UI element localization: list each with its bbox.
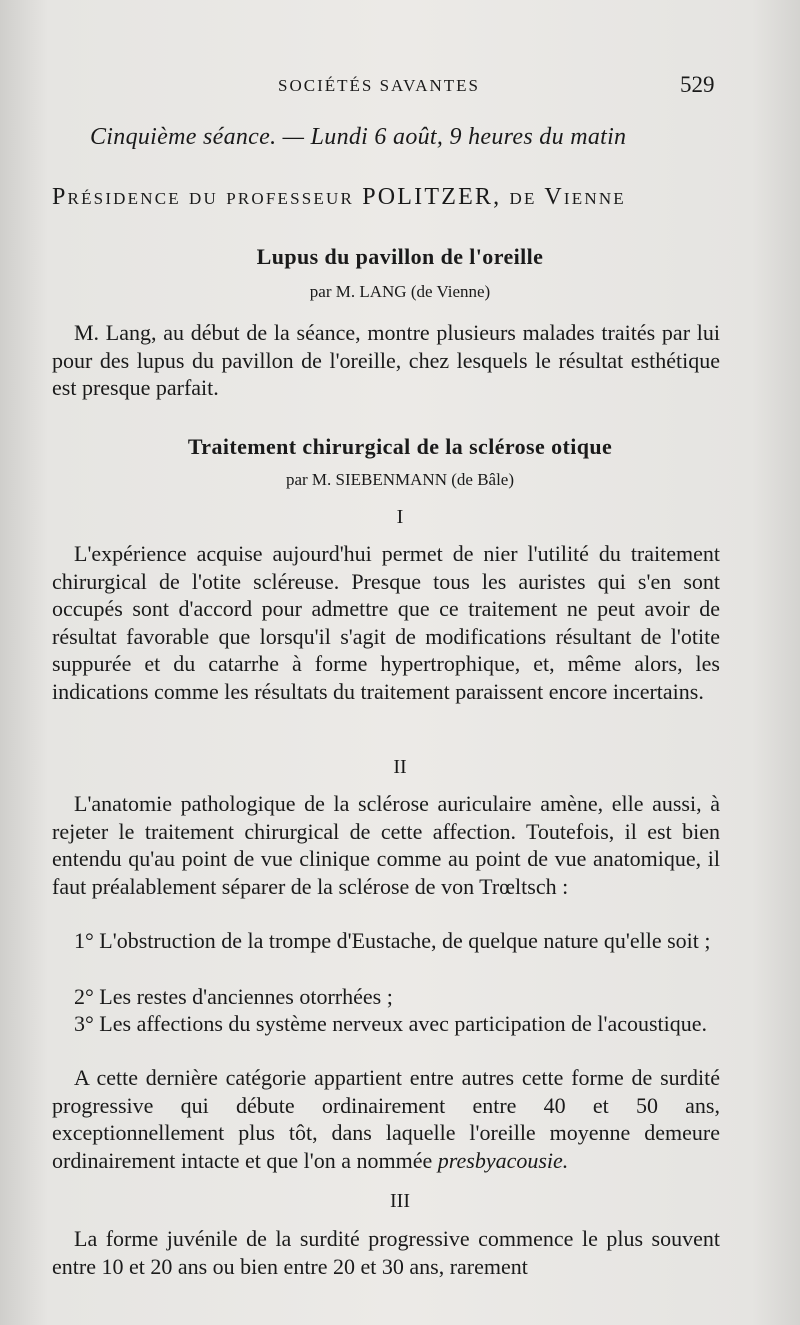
page-number: 529 — [680, 72, 715, 97]
article-title-sclerose: Traitement chirurgical de la sclérose otique — [187, 434, 613, 459]
article-author-siebenmann: par M. SIEBENMANN (de Bâle) — [285, 470, 515, 489]
article-author-lang: par M. LANG (de Vienne) — [309, 282, 491, 301]
list-item-3: 3° Les affections du système nerveux avec participation de l'acoustique. — [74, 1011, 708, 1036]
paragraph-lupus: M. Lang, au début de la séance, montre plusieurs malades traités par lui pour des lupus du pavillon de l'oreille, chez lesquels le résultat esthétique est presque parfait. — [52, 320, 720, 400]
page-header — [0, 68, 800, 104]
paragraph-categorie-text: A cette dernière catégorie appartient entre autres cette forme de surdité progressive qui débute ordinairement entre 40 et 50 ans, exceptionnellement plus tôt, dans laquelle l'oreille moyenne demeure ordinairement intacte et que l'on a nommée — [52, 1065, 720, 1173]
paragraph-experience: L'expérience acquise aujourd'hui permet de nier l'utilité du traitement chirurgical de l'otite scléreuse. Presque tous les auristes qui s'en sont occupés sont d'accord pour admettre que ce traitement ne peut avoir de résultat favorable que lorsqu'il s'agit de modifications résultant de l'otite suppurée et du catarrhe à forme hypertrophique, et, même alors, les indications comme les résultats du traitement paraissent encore incertains. — [52, 541, 720, 704]
paragraph-categorie — [52, 1064, 720, 1174]
session-heading: Cinquième séance. — Lundi 6 août, 9 heures du matin — [90, 124, 627, 150]
list-item-2: 2° Les restes d'anciennes otorrhées ; — [74, 984, 393, 1009]
presidency-heading: Présidence du professeur POLITZER, de Vienne — [52, 184, 626, 210]
list-item-1: 1° L'obstruction de la trompe d'Eustache, de quelque nature qu'elle soit ; — [74, 928, 711, 953]
paragraph-anatomie: L'anatomie pathologique de la sclérose auriculaire amène, elle aussi, à rejeter le traitement chirurgical de cette affection. Toutefois, il est bien entendu qu'au point de vue clinique comme au point de vue anatomique, il faut préalablement séparer de la sclérose de von Trœltsch : — [52, 791, 720, 899]
term-presbyacousie: presbyacousie. — [437, 1147, 569, 1173]
article-title-lupus: Lupus du pavillon de l'oreille — [256, 244, 544, 269]
section-number-3: III — [390, 1190, 410, 1212]
section-number-1: I — [396, 506, 404, 528]
paragraph-forme-juvenile: La forme juvénile de la surdité progressive commence le plus souvent entre 10 et 20 ans ou bien entre 20 et 30 ans, rarement — [52, 1226, 720, 1279]
running-head: SOCIÉTÉS SAVANTES — [278, 76, 480, 95]
section-number-2: II — [393, 756, 407, 778]
